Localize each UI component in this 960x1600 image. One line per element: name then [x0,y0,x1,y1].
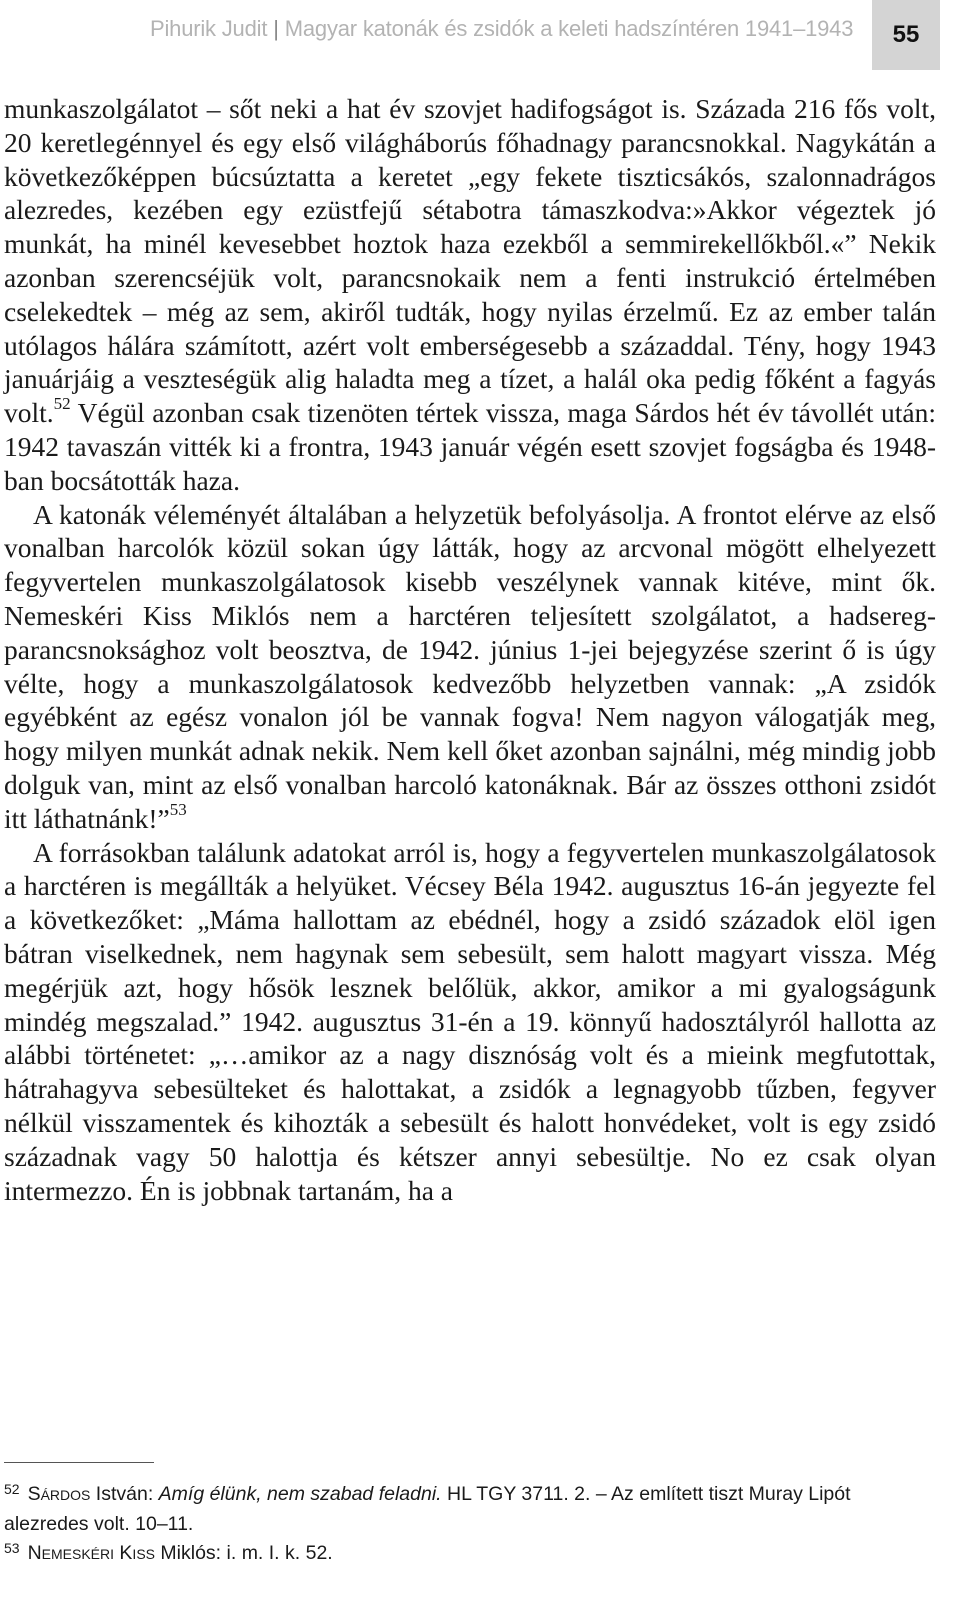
footnote-title: Amíg élünk, nem szabad feladni. [158,1483,442,1505]
footnote-text: Miklós: i. m. I. k. 52. [155,1542,333,1564]
footnote-53 [4,1539,936,1569]
footnote-divider [4,1462,154,1463]
header-separator: | [273,16,279,41]
page-number: 55 [872,0,940,70]
footnote-text-end: HL TGY 3711. 2. – Az említett tiszt Muray Lipót alezredes volt. 10–11. [4,1483,851,1535]
header-title: Magyar katonák és zsidók a keleti hadszíntéren 1941–1943 [284,16,854,41]
footnotes [4,1480,936,1569]
footnote-author: Sárdos [27,1483,91,1505]
paragraph-2 [4,498,936,836]
paragraph-3: A forrásokban találunk adatokat arról is, hogy a fegyvertelen munkaszolgálatosok a harctéren is megállták a helyüket. Vécsey Béla 1942. augusztus 16-án jegyezte fel a következőket: „Máma hallottam az ebédnél, hogy a zsidó századok elöl igen bátran viselkednek, nem hagynak sem sebesült, sem halott magyart vissza. Még megérjük azt, hogy hősök lesznek belőlük, akkor, amikor a mi gyalogságunk mindég megszalad.” 1942. augusztus 31-én a 19. könnyű hadosztályról hallotta az alábbi történetet: „…amikor az a nagy disznóság volt és a mieink megfutottak, hátrahagyva sebesülteket és halottakat, a zsidók a legnagyobb tűzben, fegyver nélkül visszamentek és kihozták a sebesült és halott honvédeket, volt is egy zsidó századnak vagy 50 halottja és kétszer annyi sebesültje. No ez csak olyan intermezzo. Én is jobbnak tartanám, ha a [4,836,936,1206]
paragraph-1 [4,92,936,498]
running-header [150,16,860,42]
paragraph-1-text-a: munkaszolgálatot – sőt neki a hat év szovjet hadifogságot is. Százada 216 fős volt, 20 keretlegénnyel és egy első világháborús főhadnagy parancsnokkal. Nagykátán a következőképpen búcsúztatta a keretet „egy fekete tiszticsákós, szalonnadrágos alezredes, kezében egy ezüstfejű sétabotra támaszkodva:»Akkor végeztek jó munkát, ha minél kevesebbet hoztok haza ezekből a semmirekellőkből.«” Nekik azonban szerencséjük volt, parancsnokaik nem a fenti instrukció értelmében cselekedtek – még az sem, akiről tudták, hogy nyilas érzelmű. Ez az ember talán utólagos hálára számított, azért volt emberségesebb a századdal. Tény, hogy 1943 januárjáig a veszteségük alig haladta meg a tízet, a halál oka pedig főként a fagyás volt. [4,93,936,429]
footnote-number: 53 [4,1540,20,1556]
paragraph-1-text-b: Végül azonban csak tizenöten tértek vissza, maga Sárdos hét év távollét után: 1942 tavaszán vitték ki a frontra, 1943 január végén esett szovjet fogságba és 1948-ban bocsátották haza. [4,397,936,496]
footnote-text: István: [90,1483,159,1505]
footnote-author: Nemeskéri Kiss [27,1542,156,1564]
footnote-ref-53: 53 [169,799,187,819]
paragraph-2-text: A katonák véleményét általában a helyzetük befolyásolja. A frontot elérve az első vonalban harcolók közül sokan úgy látták, hogy az arcvonal mögött elhelyezett fegyvertelen munkaszolgálatosok kisebb veszélynek vannak kitéve, mint ők. Nemeskéri Kiss Miklós nem a harctéren teljesített szolgálatot, a hadsereg-parancsnoksághoz volt beosztva, de 1942. június 1-jei bejegyzése szerint ő is úgy vélte, hogy a munkaszolgálatosok kedvezőbb helyzetben vannak: „A zsidók egyébként az egész vonalon jól be vannak fogva! Nem nagyon válogatják meg, hogy milyen munkát adnak nekik. Nem kell őket azonban sajnálni, még mindig jobb dolguk van, mint az első vonalban harcoló katonáknak. Bár az összes otthoni zsidót itt láthatnánk!” [4,498,936,834]
footnote-ref-52: 52 [53,394,71,414]
footnote-number: 52 [4,1481,20,1497]
main-text [4,92,936,1207]
footnote-52 [4,1480,936,1539]
header-author: Pihurik Judit [150,16,268,41]
